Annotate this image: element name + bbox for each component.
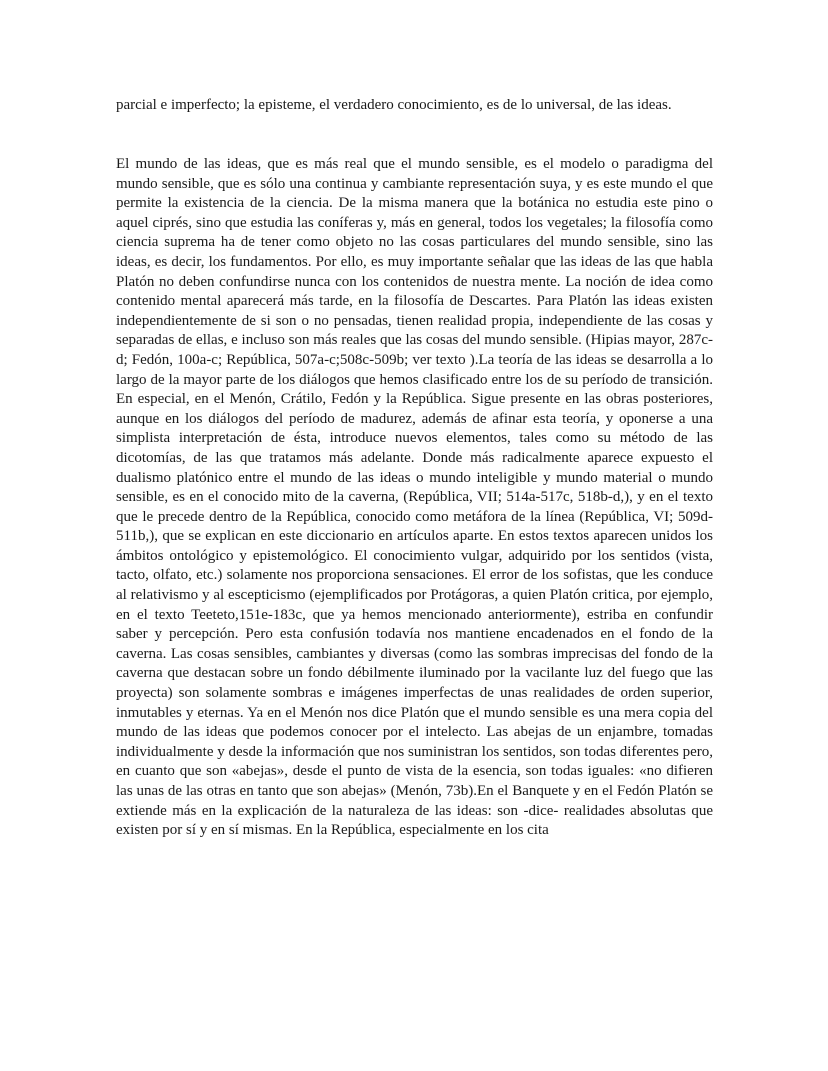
paragraph-continuation: parcial e imperfecto; la episteme, el verdadero conocimiento, es de lo universal, de las ideas.: [116, 97, 672, 113]
paragraph-ideas: El mundo de las ideas, que es más real que el mundo sensible, es el modelo o paradigma del mundo sensible, que es sólo una continua y cambiante representación suya, y es este mundo el que permite la existencia de la ciencia. De la misma manera que la botánica no estudia este pino o aquel ciprés, sino que estudia las coníferas y, más en general, todos los vegetales; la filosofía como ciencia suprema ha de tener como objeto no las cosas particulares del mundo sensible, sino las ideas, es decir, los fundamentos. Por ello, es muy importante señalar que las ideas de las que habla Platón no deben confundirse nunca con los contenidos de nuestra mente. La noción de idea como contenido mental aparecerá más tarde, en la filosofía de Descartes. Para Platón las ideas existen independientemente de si son o no pensadas, tienen realidad propia, independiente de las cosas y separadas de ellas, e incluso son más reales que las cosas del mundo sensible. (Hipias mayor, 287c-d; Fedón, 100a-c; República, 507a-c;508c-509b; ver texto ).La teoría de las ideas se desarrolla a lo largo de la mayor parte de los diálogos que hemos clasificado entre los de su período de transición. En especial, en el Menón, Crátilo, Fedón y la República. Sigue presente en las obras posteriores, aunque en los diálogos del período de madurez, además de afinar esta teoría, y oponerse a una simplista interpretación de ésta, introduce nuevos elementos, tales como su método de las dicotomías, de las que tratamos más adelante. Donde más radicalmente aparece expuesto el dualismo platónico entre el mundo de las ideas o mundo inteligible y mundo material o mundo sensible, es en el conocido mito de la caverna, (República, VII; 514a-517c, 518b-d,), y en el texto que le precede dentro de la República, conocido como metáfora de la línea (República, VI; 509d-511b,), que se explican en este diccionario en artículos aparte. En estos textos aparecen unidos los ámbitos ontológico y epistemológico. El conocimiento vulgar, adquirido por los sentidos (vista, tacto, olfato, etc.) solamente nos proporciona sensaciones. El error de los sofistas, que les conduce al relativismo y al escepticismo (ejemplificados por Protágoras, a quien Platón critica, por ejemplo, en el texto Teeteto,151e-183c, que ya hemos mencionado anteriormente), estriba en confundir saber y percepción. Pero esta confusión todavía nos mantiene encadenados en el fondo de la caverna. Las cosas sensibles, cambiantes y diversas (como las sombras imprecisas del fondo de la caverna que destacan sobre un fondo débilmente iluminado por la vacilante luz del fuego que las proyecta) son solamente sombras e imágenes imperfectas de unas realidades de orden superior, inmutables y eternas. Ya en el Menón nos dice Platón que el mundo sensible es una mera copia del mundo de las ideas que podemos conocer por el intelecto. Las abejas de un enjambre, tomadas individualmente y desde la información que nos suministran los sentidos, son todas diferentes pero, en cuanto que son «abejas», desde el punto de vista de la esencia, son todas iguales: «no difieren las unas de las otras en tanto que son abejas» (Menón, 73b).En el Banquete y en el Fedón Platón se extiende más en la explicación de la naturaleza de las ideas: son -dice- realidades absolutas que existen por sí y en sí mismas. En la República, especialmente en los cita: [116, 156, 713, 839]
